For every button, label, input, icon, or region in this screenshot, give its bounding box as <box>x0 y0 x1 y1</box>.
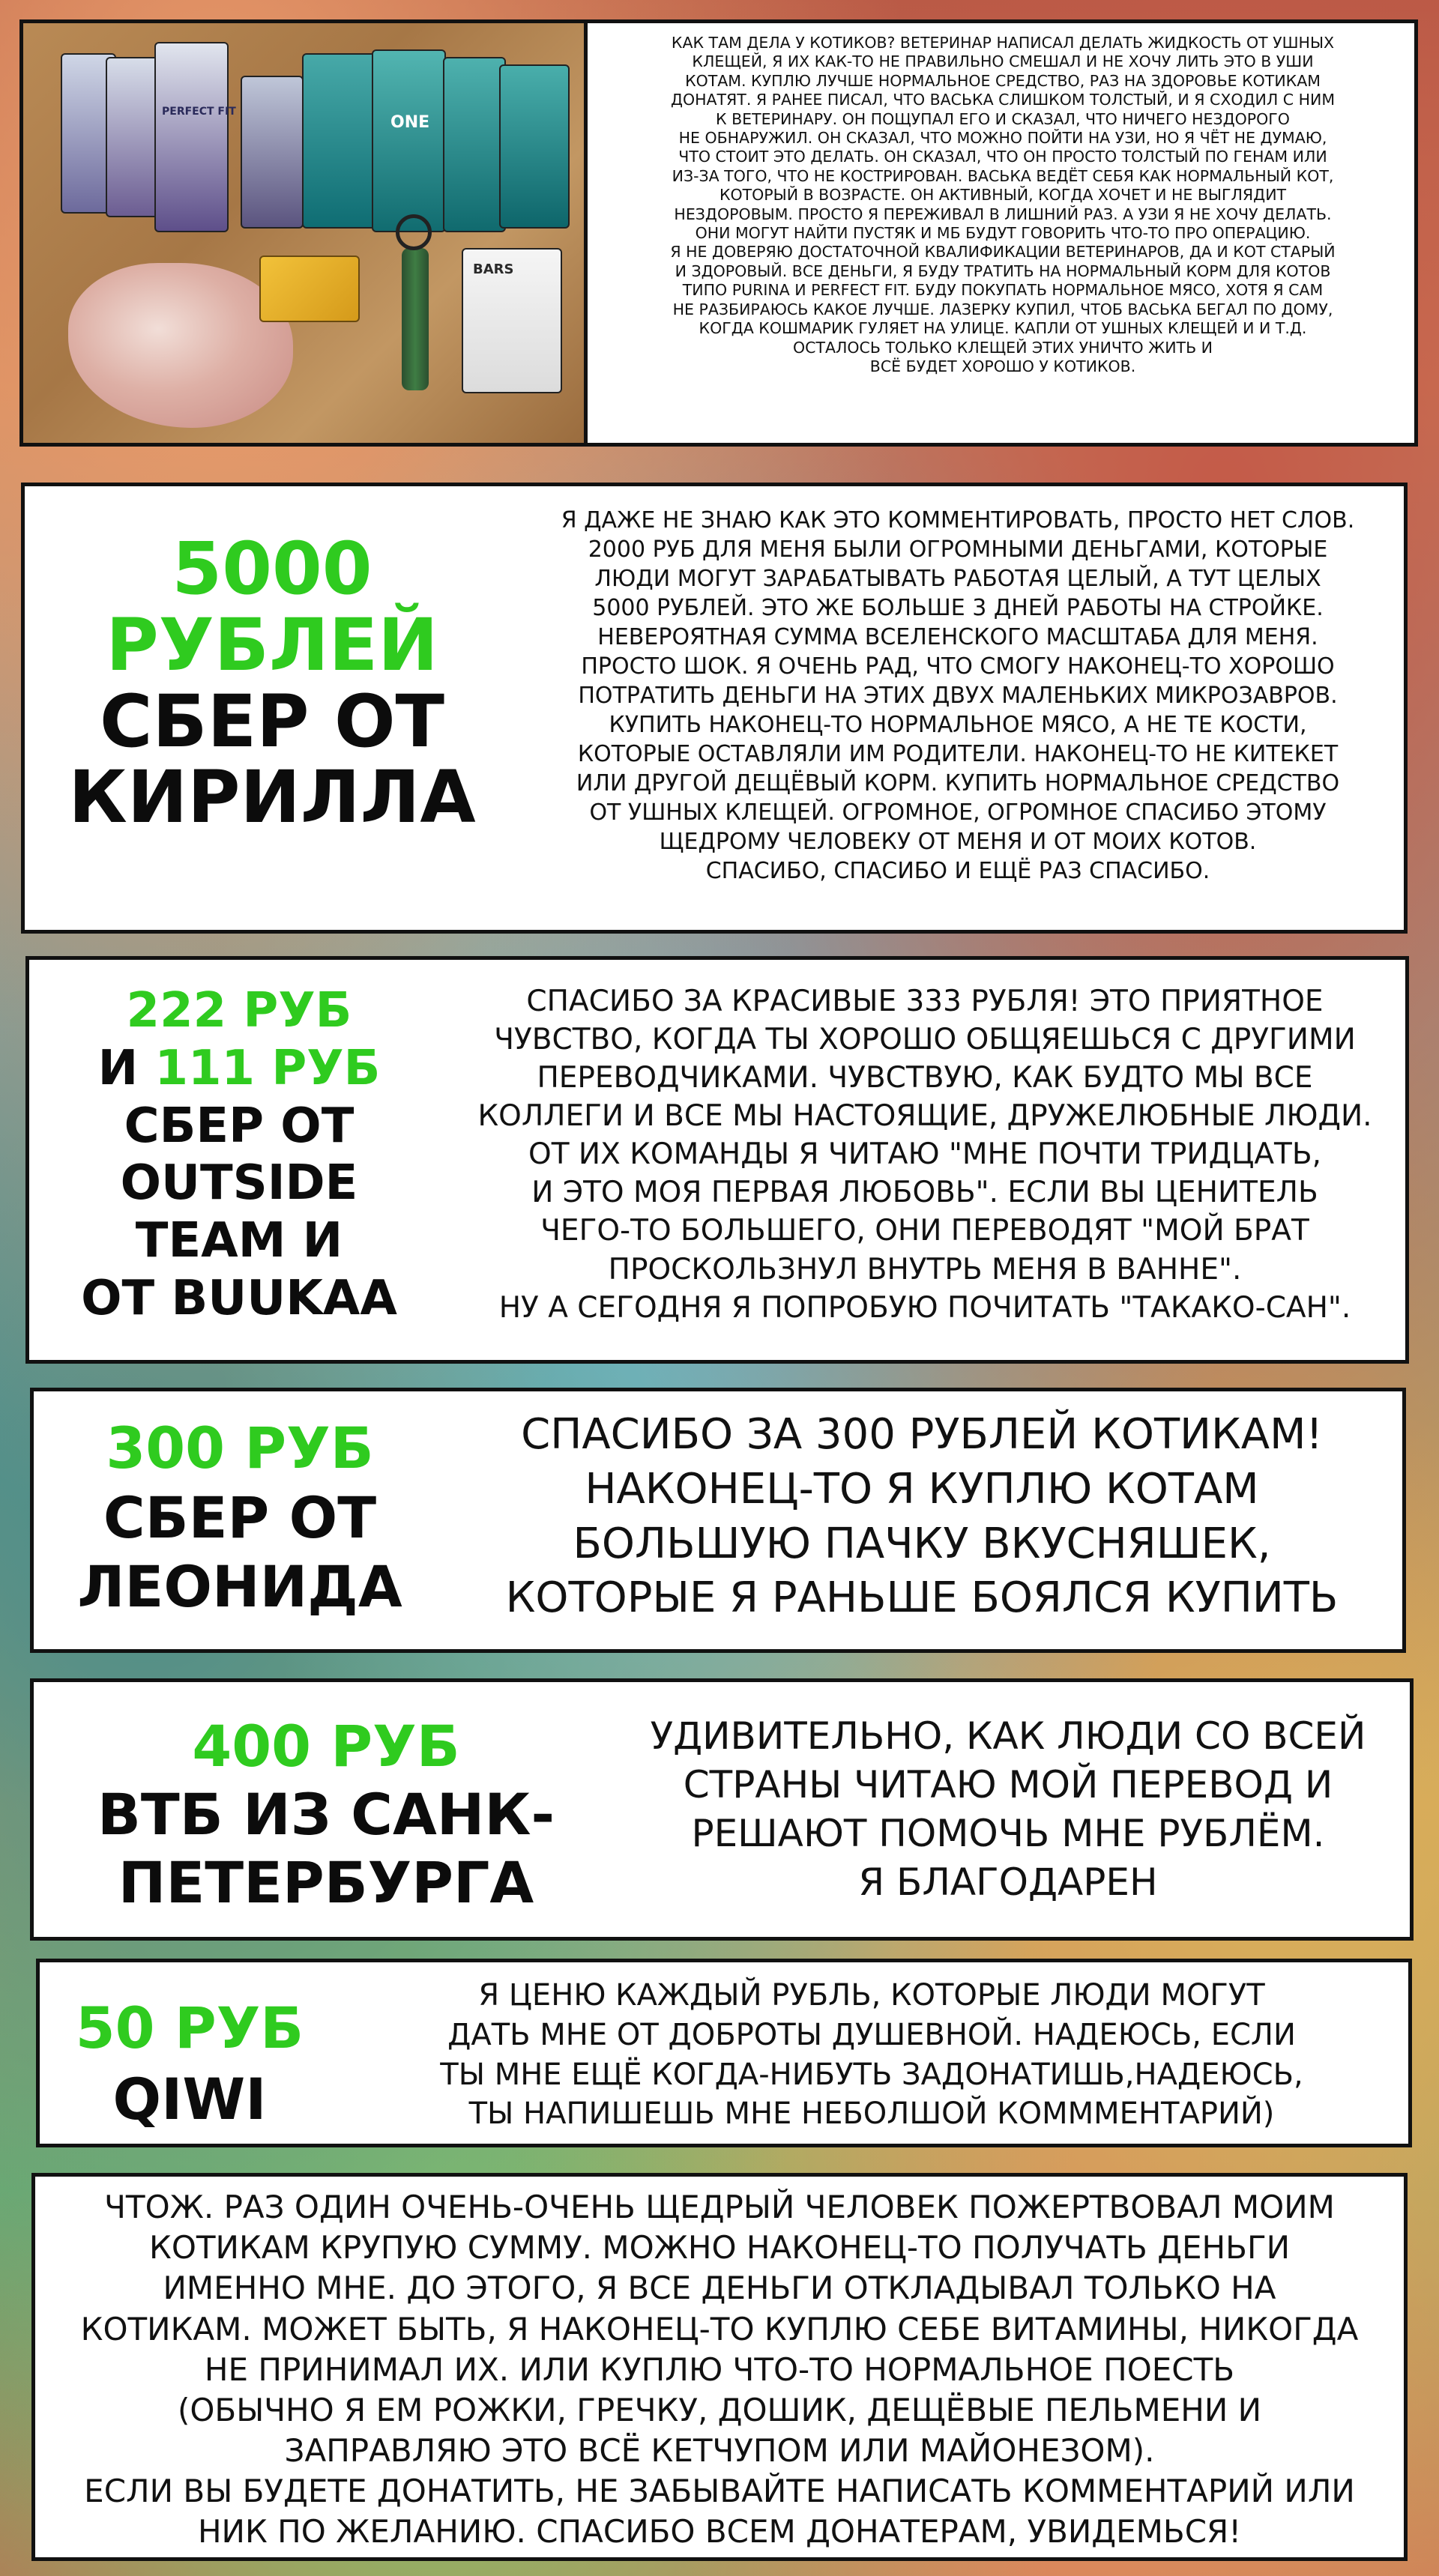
bank-card <box>259 256 360 322</box>
donation-panel-333 <box>25 956 1409 1364</box>
donation-panel-50 <box>36 1959 1412 2147</box>
closing-panel <box>31 2173 1408 2561</box>
donation-source: ПЕТЕРБУРГА <box>118 1849 534 1917</box>
donation-caption <box>49 1712 603 1917</box>
donation-source: ОТ BUUKAA <box>81 1270 397 1326</box>
cat-food-pouch <box>443 57 506 232</box>
purchases-photo <box>23 23 588 443</box>
cat-food-pouch <box>302 53 376 229</box>
donation-panel-400 <box>30 1678 1414 1941</box>
brand-label: PERFECT FIT <box>162 106 236 118</box>
laser-pointer <box>402 248 429 390</box>
donation-amount: 50 РУБ <box>75 1995 304 2061</box>
donation-source: TEAM И <box>135 1213 343 1269</box>
intro-text: КАК ТАМ ДЕЛА У КОТИКОВ? ВЕТЕРИНАР НАПИСАЛ ДЕЛАТЬ ЖИДКОСТЬ ОТ УШНЫХ КЛЕЩЕЙ, Я ИХ КАК-ТО НЕ ПРАВИЛЬНО СМЕШАЛ И НЕ ХОЧУ ЛИТЬ ЭТО В УШИ КОТАМ. КУПЛЮ ЛУЧШЕ НОРМАЛЬНОЕ СРЕДСТВО, РАЗ НА ЗДОРОВЬЕ КОТИКАМ ДОНАТЯТ. Я РАНЕЕ ПИСАЛ, ЧТО ВАСЬКА СЛИШКОМ ТОЛСТЫЙ, И Я СХОДИЛ С НИМ К ВЕТЕРИНАРУ. ОН ПОЩУПАЛ ЕГО И СКАЗАЛ, ЧТО НИЧЕГО НЕЗДОРОГО НЕ ОБНАРУЖИЛ. ОН СКАЗАЛ, ЧТО МОЖНО ПОЙТИ НА УЗИ, НО Я ЧЁТ НЕ ДУМАЮ, ЧТО СТОИТ ЭТО ДЕЛАТЬ. ОН СКАЗАЛ, ЧТО ОН ПРОСТО ТОЛСТЫЙ ПО ГЕНАМ ИЛИ ИЗ-ЗА ТОГО, ЧТО НЕ КОСТРИРОВАН. ВАСЬКА ВЕДЁТ СЕБЯ КАК НОРМАЛЬНЫЙ КОТ, КОТОРЫЙ В ВОЗРАСТЕ. ОН АКТИВНЫЙ, КОГДА ХОЧЕТ И НЕ ВЫГЛЯДИТ НЕЗДОРОВЫМ. ПРОСТО Я ПЕРЕЖИВАЛ В ЛИШНИЙ РАЗ. А УЗИ Я НЕ ХОЧУ ДЕЛАТЬ. ОНИ МОГУТ НАЙТИ ПУСТЯК И МБ БУДУТ ГОВОРИТЬ ЧТО-ТО ПРО ОПЕРАЦИЮ. Я НЕ ДОВЕРЯЮ ДОСТАТОЧНОЙ КВАЛИФИКАЦИИ ВЕТЕРИНАРОВ, ДА И КОТ СТАРЫЙ И ЗДОРОВЫЙ. ВСЕ ДЕНЬГИ, Я БУДУ ТРАТИТЬ НА НОРМАЛЬНЫЙ КОРМ ДЛЯ КОТОВ ТИПО PURINA И PERFECT FIT. БУДУ ПОКУПАТЬ НОРМАЛЬНОЕ МЯСО, ХОТЯ Я САМ НЕ РАЗБИРАЮСЬ КАКОЕ ЛУЧШЕ. ЛАЗЕРКУ КУПИЛ, ЧТОБ ВАСЬКА БЕГАЛ ПО ДОМУ, КОГДА КОШМАРИК ГУЛЯЕТ НА УЛИЦЕ. КАПЛИ ОТ УШНЫХ КЛЕЩЕЙ И И Т.Д. ОСТАЛОСЬ ТОЛЬКО КЛЕЩЕЙ ЭТИХ УНИЧТО ЖИТЬ И ВСЁ БУДЕТ ХОРОШО У КОТИКОВ. <box>670 34 1336 375</box>
donation-message: СПАСИБО ЗА КРАСИВЫЕ 333 РУБЛЯ! ЭТО ПРИЯТНОЕ ЧУВСТВО, КОГДА ТЫ ХОРОШО ОБЩЯЕШЬСЯ С ДРУГИМИ ПЕРЕВОДЧИКАМИ. ЧУВСТВУЮ, КАК БУДТО МЫ ВСЕ КОЛЛЕГИ И ВСЕ МЫ НАСТОЯЩИЕ, ДРУЖЕЛЮБНЫЕ ЛЮДИ. ОТ ИХ КОМАНДЫ Я ЧИТАЮ "МНЕ ПОЧТИ ТРИДЦАТЬ, И ЭТО МОЯ ПЕРВАЯ ЛЮБОВЬ". ЕСЛИ ВЫ ЦЕНИТЕЛЬ ЧЕГО-ТО БОЛЬШЕГО, ОНИ ПЕРЕВОДЯТ "МОЙ БРАТ ПРОСКОЛЬЗНУЛ ВНУТРЬ МЕНЯ В ВАННЕ". НУ А СЕГОДНЯ Я ПОПРОБУЮ ПОЧИТАТЬ "ТАКАКО-САН". <box>477 985 1372 1325</box>
intro-panel <box>19 19 1418 447</box>
donation-caption <box>47 1992 332 2135</box>
donation-panel-300 <box>30 1388 1406 1653</box>
cat-food-pouch <box>154 42 229 232</box>
donation-source: СБЕР ОТ <box>124 1098 355 1154</box>
donation-amount: РУБЛЕЙ <box>106 602 438 687</box>
donation-panel-5000 <box>21 483 1408 934</box>
donation-source: ВТБ ИЗ САНК- <box>97 1781 555 1848</box>
closing-text: ЧТОЖ. РАЗ ОДИН ОЧЕНЬ-ОЧЕНЬ ЩЕДРЫЙ ЧЕЛОВЕК ПОЖЕРТВОВАЛ МОИМ КОТИКАМ КРУПУЮ СУММУ. МОЖНО НАКОНЕЦ-ТО ПОЛУЧАТЬ ДЕНЬГИ ИМЕННО МНЕ. ДО ЭТОГО, Я ВСЕ ДЕНЬГИ ОТКЛАДЫВАЛ ТОЛЬКО НА КОТИКАМ. МОЖЕТ БЫТЬ, Я НАКОНЕЦ-ТО КУПЛЮ СЕБЕ ВИТАМИНЫ, НИКОГДА НЕ ПРИНИМАЛ ИХ. ИЛИ КУПЛЮ ЧТО-ТО НОРМАЛЬНОЕ ПОЕСТЬ (ОБЫЧНО Я ЕМ РОЖКИ, ГРЕЧКУ, ДОШИК, ДЕЩЁВЫЕ ПЕЛЬМЕНИ И ЗАПРАВЛЯЮ ЭТО ВСЁ КЕТЧУПОМ ИЛИ МАЙОНЕЗОМ). ЕСЛИ ВЫ БУДЕТЕ ДОНАТИТЬ, НЕ ЗАБЫВАЙТЕ НАПИСАТЬ КОММЕНТАРИЙ ИЛИ НИК ПО ЖЕЛАНИЮ. СПАСИБО ВСЕМ ДОНАТЕРАМ, УВИДЕМЬСЯ! <box>80 2189 1359 2551</box>
and-word: И <box>97 1040 139 1096</box>
cat-food-pouch <box>372 49 446 232</box>
donation-amount: 300 РУБ <box>106 1415 374 1481</box>
donation-message: УДИВИТЕЛЬНО, КАК ЛЮДИ СО ВСЕЙ СТРАНЫ ЧИТАЮ МОЙ ПЕРЕВОД И РЕШАЮТ ПОМОЧЬ МНЕ РУБЛЁМ. Я БЛАГОДАРЕН <box>650 1714 1366 1904</box>
donation-amount: 400 РУБ <box>192 1713 460 1780</box>
donation-caption <box>41 1414 438 1622</box>
donation-caption <box>37 982 441 1328</box>
donation-source: OUTSIDE <box>120 1155 358 1212</box>
donation-source: СБЕР ОТ <box>99 679 445 764</box>
donation-amount: 111 РУБ <box>154 1040 381 1096</box>
donation-message: Я ДАЖЕ НЕ ЗНАЮ КАК ЭТО КОММЕНТИРОВАТЬ, ПРОСТО НЕТ СЛОВ. 2000 РУБ ДЛЯ МЕНЯ БЫЛИ ОГРОМНЫМИ ДЕНЬГАМИ, КОТОРЫЕ ЛЮДИ МОГУТ ЗАРАБАТЫВАТЬ РАБОТАЯ ЦЕЛЫЙ, А ТУТ ЦЕЛЫХ 5000 РУБЛЕЙ. ЭТО ЖЕ БОЛЬШЕ 3 ДНЕЙ РАБОТЫ НА СТРОЙКЕ. НЕВЕРОЯТНАЯ СУММА ВСЕЛЕНСКОГО МАСШТАБА ДЛЯ МЕНЯ. ПРОСТО ШОК. Я ОЧЕНЬ РАД, ЧТО СМОГУ НАКОНЕЦ-ТО ХОРОШО ПОТРАТИТЬ ДЕНЬГИ НА ЭТИХ ДВУХ МАЛЕНЬКИХ МИКРОЗАВРОВ. КУПИТЬ НАКОНЕЦ-ТО НОРМАЛЬНОЕ МЯСО, А НЕ ТЕ КОСТИ, КОТОРЫЕ ОСТАВЛЯЛИ ИМ РОДИТЕЛИ. НАКОНЕЦ-ТО НЕ КИТЕКЕТ ИЛИ ДРУГОЙ ДЕЩЁВЫЙ КОРМ. КУПИТЬ НОРМАЛЬНОЕ СРЕДСТВО ОТ УШНЫХ КЛЕЩЕЙ. ОГРОМНОЕ, ОГРОМНОЕ СПАСИБО ЭТОМУ ЩЕДРОМУ ЧЕЛОВЕКУ ОТ МЕНЯ И ОТ МОИХ КОТОВ. СПАСИБО, СПАСИБО И ЕЩЁ РАЗ СПАСИБО. <box>561 507 1355 884</box>
donation-source: СБЕР ОТ <box>103 1484 377 1551</box>
brand-label: ONE <box>390 113 430 132</box>
donation-message: СПАСИБО ЗА 300 РУБЛЕЙ КОТИКАМ! НАКОНЕЦ-ТО Я КУПЛЮ КОТАМ БОЛЬШУЮ ПАЧКУ ВКУСНЯШЕК, КОТОРЫЕ Я РАНЬШЕ БОЯЛСЯ КУПИТЬ <box>505 1410 1339 1623</box>
donation-caption <box>40 527 504 840</box>
donation-message: Я ЦЕНЮ КАЖДЫЙ РУБЛЬ, КОТОРЫЕ ЛЮДИ МОГУТ ДАТЬ МНЕ ОТ ДОБРОТЫ ДУШЕВНОЙ. НАДЕЮСЬ, ЕСЛИ ТЫ МНЕ ЕЩЁ КОГДА-НИБУТЬ ЗАДОНАТИШЬ,НАДЕЮСЬ, ТЫ НАПИШЕШЬ МНЕ НЕБОЛШОЙ КОМММЕНТАРИЙ) <box>440 1978 1303 2132</box>
keyring <box>396 214 432 250</box>
cat-food-pouch <box>241 76 304 229</box>
donation-amount: 222 РУБ <box>126 983 352 1038</box>
donation-source: ЛЕОНИДА <box>77 1553 402 1621</box>
cat-food-pouch <box>499 64 570 229</box>
donation-source: КИРИЛЛА <box>68 755 476 840</box>
donation-source: QIWI <box>112 2066 267 2132</box>
brand-label: BARS <box>473 261 514 277</box>
donation-amount: 5000 <box>172 527 372 611</box>
